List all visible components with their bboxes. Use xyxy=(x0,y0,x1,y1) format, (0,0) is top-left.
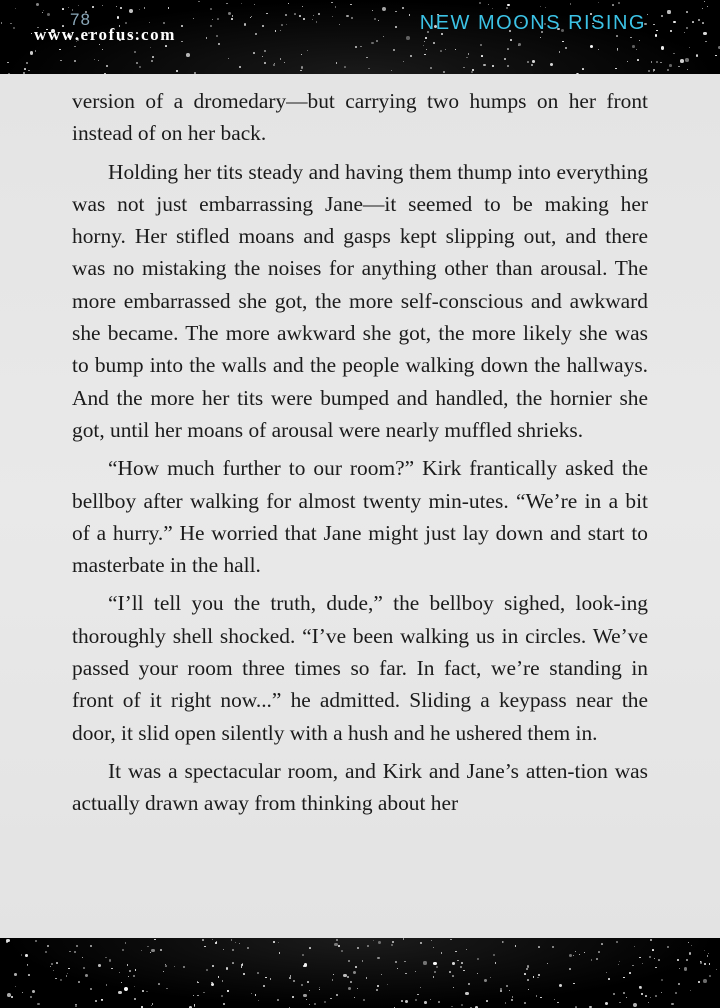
running-title: NEW MOONS RISING xyxy=(419,12,646,34)
body-text xyxy=(72,85,648,826)
page-footer xyxy=(0,938,720,1008)
watermark: www.erofus.com xyxy=(34,25,177,44)
page-header xyxy=(0,0,720,74)
paragraph: Holding her tits steady and having them thump into everything was not just embarrassing Jane—it seemed to be making her horny. Her stifled moans and gasps kept slipping out, and there was no mistaking the noises for anything other than arousal. The more embarrassed she got, the more self-conscious and awkward she became. The more awkward she got, the more likely she was to bump into the walls and the people walking down the hallways. And the more her tits were bumped and handled, the hornier she got, until her moans of arousal were nearly muffled shrieks. xyxy=(72,159,648,442)
paragraph: It was a spectacular room, and Kirk and Jane’s atten-tion was actually drawn away from thinking about her xyxy=(72,758,648,816)
page-number: 78 xyxy=(70,10,91,29)
paragraph: version of a dromedary—but carrying two humps on her front instead of on her back. xyxy=(72,89,648,146)
paragraph: “I’ll tell you the truth, dude,” the bellboy sighed, look-ing thoroughly shell shocked. “I’ve been walking us in circles. We’ve passed your room three times so far. In fact, we’re standing in front of it right now...” he admitted. Sliding a keypass near the door, it slid open silently with a hush and he ushered them in. xyxy=(72,591,648,745)
paragraph: “How much further to our room?” Kirk frantically asked the bellboy after walking for almost twenty min-utes. “We’re in a bit of a hurry.” He worried that Jane might just lay down and start to masterbate in the hall. xyxy=(72,456,648,578)
